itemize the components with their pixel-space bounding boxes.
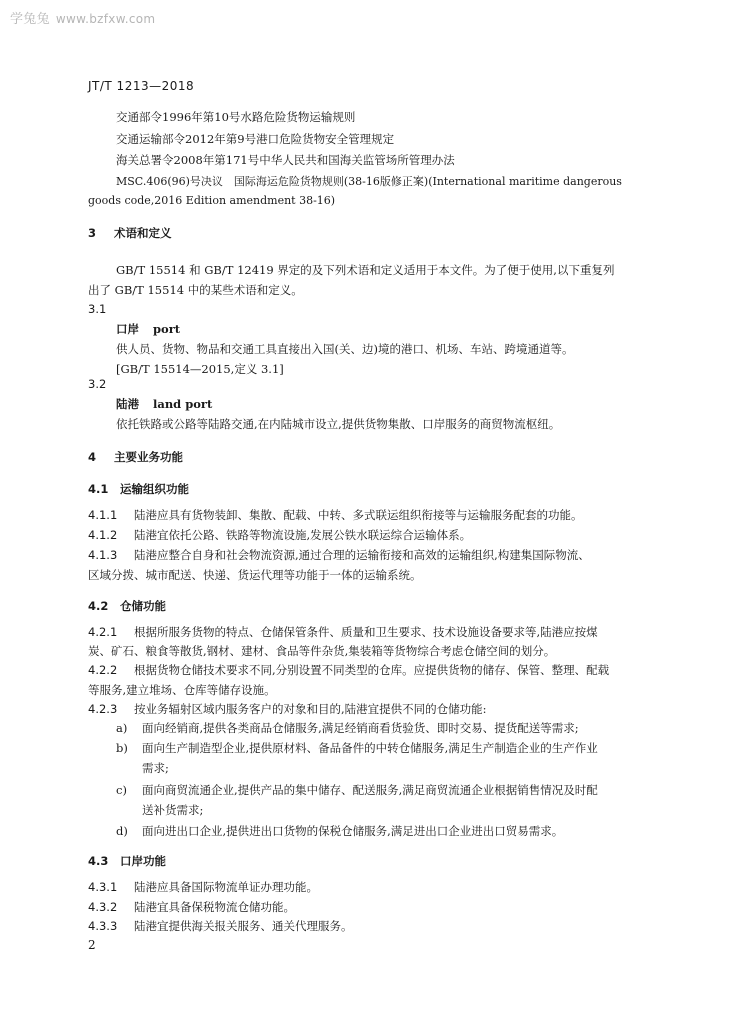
clause-number: 4.1.1 <box>88 508 118 522</box>
clause <box>88 507 583 523</box>
subsection-heading <box>88 481 189 497</box>
reference-line: 海关总署令2008年第171号中华人民共和国海关监管场所管理办法 <box>116 153 455 167</box>
clause-text: 按业务辐射区域内服务客户的对象和目的,陆港宜提供不同的仓储功能: <box>134 702 487 716</box>
term-zh: 陆港 <box>116 397 139 411</box>
term-number: 3.2 <box>88 377 107 391</box>
clause <box>88 899 295 915</box>
list-item-label: d) <box>116 824 128 838</box>
watermark <box>10 8 155 27</box>
reference-line: goods code,2016 Edition amendment 38-16) <box>88 194 336 207</box>
clause-continuation: 区域分拨、城市配送、快递、货运代理等功能于一体的运输系统。 <box>88 568 422 582</box>
clause-text: 根据货物仓储技术要求不同,分别设置不同类型的仓库。应提供货物的储存、保管、整理、配载 <box>134 663 610 677</box>
subsection-title: 口岸功能 <box>120 854 166 868</box>
clause-number: 4.3.3 <box>88 919 118 933</box>
page-number: 2 <box>88 938 96 952</box>
term-definition: 供人员、货物、物品和交通工具直接出入国(关、边)境的港口、机场、车站、跨境通道等。 <box>116 342 574 356</box>
subsection-number: 4.2 <box>88 599 109 613</box>
clause-text: 陆港应整合自身和社会物流资源,通过合理的运输衔接和高效的运输组织,构建集国际物流、 <box>134 548 590 562</box>
standard-code: JT/T 1213—2018 <box>88 79 195 93</box>
subsection-number: 4.3 <box>88 854 109 868</box>
term-source: [GB/T 15514—2015,定义 3.1] <box>116 362 284 376</box>
clause-number: 4.3.2 <box>88 900 118 914</box>
subsection-number: 4.1 <box>88 482 109 496</box>
section-title: 主要业务功能 <box>114 450 183 464</box>
paragraph-line: GB/T 15514 和 GB/T 12419 界定的及下列术语和定义适用于本文件。为了便于使用,以下重复列 <box>116 263 615 277</box>
section-heading <box>88 449 183 465</box>
section-number: 3 <box>88 226 97 240</box>
list-item-text: 面向进出口企业,提供进出口货物的保税仓储服务,满足进出口企业进出口贸易需求。 <box>142 824 564 838</box>
list-item <box>116 720 579 736</box>
clause-text: 陆港应具备国际物流单证办理功能。 <box>134 880 318 894</box>
clause-text: 陆港应具有货物装卸、集散、配载、中转、多式联运组织衔接等与运输服务配套的功能。 <box>134 508 583 522</box>
list-item-text: 面向经销商,提供各类商品仓储服务,满足经销商看货验货、即时交易、提货配送等需求; <box>142 721 579 735</box>
list-item-label: c) <box>116 783 127 797</box>
list-item-label: b) <box>116 741 128 755</box>
watermark-site: www.bzfxw.com <box>55 12 156 26</box>
term-number: 3.1 <box>88 302 107 316</box>
term-definition: 依托铁路或公路等陆路交通,在内陆城市设立,提供货物集散、口岸服务的商贸物流枢纽。 <box>116 417 561 431</box>
term-heading <box>116 396 212 412</box>
subsection-title: 仓储功能 <box>120 599 166 613</box>
clause-number: 4.2.2 <box>88 663 118 677</box>
clause <box>88 662 609 678</box>
reference-line: 交通运输部令2012年第9号港口危险货物安全管理规定 <box>116 132 395 146</box>
list-item-label: a) <box>116 721 128 735</box>
watermark-brand: 学兔兔 <box>10 12 50 27</box>
clause <box>88 624 598 640</box>
list-item-text: 面向商贸流通企业,提供产品的集中储存、配送服务,满足商贸流通企业根据销售情况及时配 <box>142 783 598 797</box>
clause-text: 根据所服务货物的特点、仓储保管条件、质量和卫生要求、技术设施设备要求等,陆港应按煤 <box>134 625 598 639</box>
term-en: port <box>153 322 181 336</box>
list-item <box>116 823 563 839</box>
clause-number: 4.1.3 <box>88 548 118 562</box>
list-item-text: 面向生产制造型企业,提供原材料、备品备件的中转仓储服务,满足生产制造企业的生产作业 <box>142 741 598 755</box>
clause-number: 4.2.3 <box>88 702 118 716</box>
list-item <box>116 740 598 756</box>
section-number: 4 <box>88 450 97 464</box>
section-title: 术语和定义 <box>114 226 172 240</box>
clause-text: 陆港宜提供海关报关服务、通关代理服务。 <box>134 919 353 933</box>
clause-continuation: 炭、矿石、粮食等散货,钢材、建材、食品等件杂货,集装箱等货物综合考虑仓储空间的划分。 <box>88 644 556 658</box>
subsection-title: 运输组织功能 <box>120 482 189 496</box>
list-item <box>116 782 598 798</box>
term-heading <box>116 321 180 337</box>
clause-number: 4.1.2 <box>88 528 118 542</box>
reference-line: 交通部令1996年第10号水路危险货物运输规则 <box>116 110 356 124</box>
clause <box>88 879 318 895</box>
clause-number: 4.3.1 <box>88 880 118 894</box>
term-zh: 口岸 <box>116 322 139 336</box>
term-en: land port <box>153 397 213 411</box>
section-heading <box>88 225 172 241</box>
subsection-heading <box>88 598 166 614</box>
clause <box>88 701 487 717</box>
clause-text: 陆港宜具备保税物流仓储功能。 <box>134 900 295 914</box>
reference-line: MSC.406(96)号决议 国际海运危险货物规则(38-16版修正案)(International maritime dangerous <box>116 175 622 188</box>
list-item-continuation: 需求; <box>142 761 169 775</box>
list-item-continuation: 送补货需求; <box>142 803 204 817</box>
clause-continuation: 等服务,建立堆场、仓库等储存设施。 <box>88 683 276 697</box>
clause <box>88 547 590 563</box>
paragraph-line: 出了 GB/T 15514 中的某些术语和定义。 <box>88 283 303 297</box>
clause-text: 陆港宜依托公路、铁路等物流设施,发展公铁水联运综合运输体系。 <box>134 528 472 542</box>
clause-number: 4.2.1 <box>88 625 118 639</box>
clause <box>88 527 471 543</box>
clause <box>88 918 353 934</box>
subsection-heading <box>88 853 166 869</box>
